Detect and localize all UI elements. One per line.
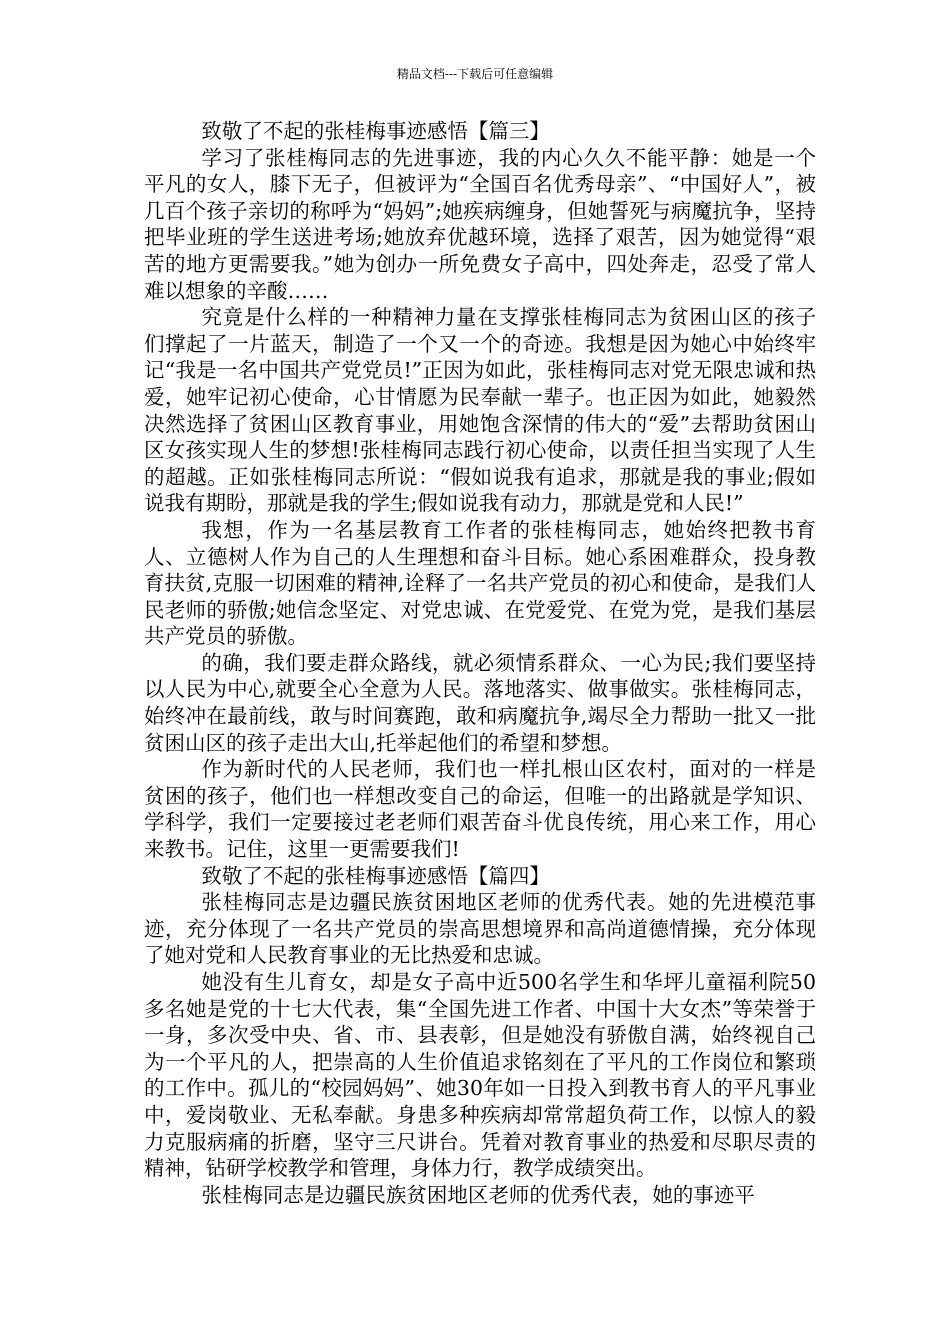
- paragraph: 张桂梅同志是边疆民族贫困地区老师的优秀代表。她的先进模范事迹，充分体现了一名共产党员的崇高思想境界和高尚道德情操，充分体现了她对党和人民教育事业的无比热爱和忠诚。: [144, 890, 816, 968]
- paragraph: 究竟是什么样的一种精神力量在支撑张桂梅同志为贫困山区的孩子们撑起了一片蓝天，制造了一个又一个的奇迹。我想是因为她心中始终牢记“我是一名中国共产党党员!”正因为如此，张桂梅同志对党无限忠诚和热爱，她牢记初心使命，心甘情愿为民奉献一辈子。也正因为如此，她毅然决然选择了贫困山区教育事业，用她饱含深情的伟大的“爱”去帮助贫困山区女孩实现人生的梦想!张桂梅同志践行初心使命，以责任担当实现了人生的超越。正如张桂梅同志所说：“假如说我有追求，那就是我的事业;假如说我有期盼，那就是我的学生;假如说我有动力，那就是党和人民!”: [144, 305, 816, 516]
- paragraph: 学习了张桂梅同志的先进事迹，我的内心久久不能平静：她是一个平凡的女人，膝下无子，但被评为“全国百名优秀母亲”、“中国好人”，被几百个孩子亲切的称呼为“妈妈”;她疾病缠身，但她誓死与病魔抗争，坚持把毕业班的学生送进考场;她放弃优越环境，选择了艰苦，因为她觉得“艰苦的地方更需要我。”她为创办一所免费女子高中，四处奔走，忍受了常人难以想象的辛酸……: [144, 145, 816, 303]
- document-body: [144, 118, 816, 1208]
- paragraph: 的确，我们要走群众路线，就必须情系群众、一心为民;我们要坚持以人民为中心,就要全心全意为人民。落地落实、做事做实。张桂梅同志，始终冲在最前线，敢与时间赛跑，敢和病魔抗争,竭尽全力帮助一批又一批贫困山区的孩子走出大山,托举起他们的希望和梦想。: [144, 650, 816, 755]
- section-heading-part4: 致敬了不起的张桂梅事迹感悟【篇四】: [201, 863, 550, 888]
- paragraph: 她没有生儿育女，却是女子高中近500名学生和华坪儿童福利院50多名她是党的十七大代表，集“全国先进工作者、中国十大女杰”等荣誉于一身，多次受中央、省、市、县表彰，但是她没有骄傲自满，始终视自己为一个平凡的人，把崇高的人生价值追求铭刻在了平凡的工作岗位和繁琐的工作中。孤儿的“校园妈妈”、她30年如一日投入到教书育人的平凡事业中，爱岗敬业、无私奉献。身患多种疾病却常常超负荷工作，以惊人的毅力克服病痛的折磨，坚守三尺讲台。凭着对教育事业的热爱和尽职尽责的精神，钻研学校教学和管理，身体力行，教学成绩突出。: [144, 970, 816, 1181]
- paragraph: 作为新时代的人民老师，我们也一样扎根山区农村，面对的一样是贫困的孩子，他们也一样想改变自己的命运，但唯一的出路就是学知识、学科学，我们一定要接过老老师们艰苦奋斗优良传统，用心来工作，用心来教书。记住，这里一更需要我们!: [144, 757, 816, 862]
- section-heading-part3: 致敬了不起的张桂梅事迹感悟【篇三】: [201, 119, 550, 143]
- paragraph: 张桂梅同志是边疆民族贫困地区老师的优秀代表，她的事迹平: [201, 1182, 755, 1207]
- page-header: 精品文档---下载后可任意编辑: [396, 67, 554, 81]
- paragraph: 我想，作为一名基层教育工作者的张桂梅同志，她始终把教书育人、立德树人作为自己的人生理想和奋斗目标。她心系困难群众，投身教育扶贫,克服一切困难的精神,诠释了一名共产党员的初心和使命，是我们人民老师的骄傲;她信念坚定、对党忠诚、在党爱党、在党为党，是我们基层共产党员的骄傲。: [144, 517, 816, 649]
